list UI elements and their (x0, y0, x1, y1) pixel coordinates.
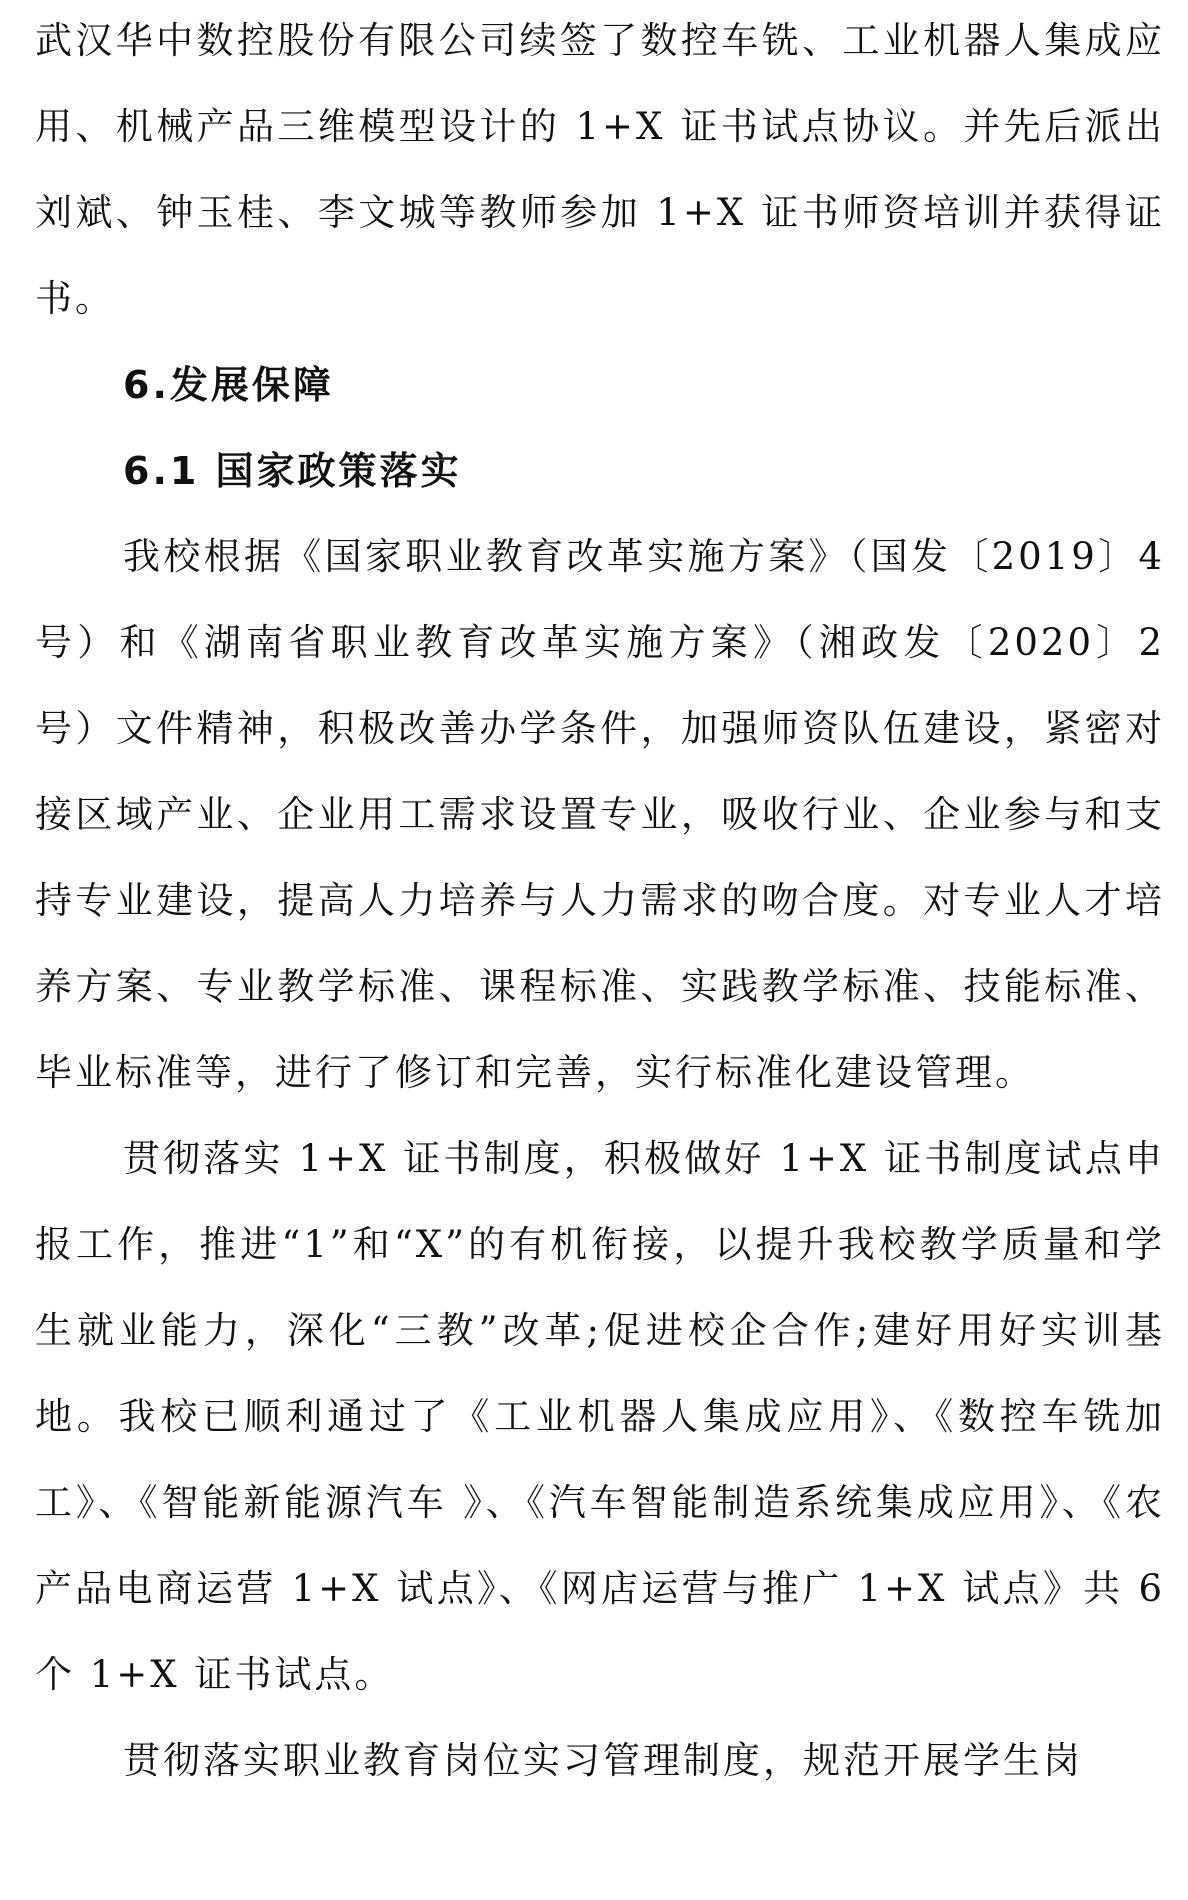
paragraph-1X-certificate-system: 贯彻落实 1+X 证书制度，积极做好 1+X 证书制度试点申报工作，推进“1”和“X”的有机衔接，以提升我校教学质量和学生就业能力，深化“三教”改革;促进校企合作;建好用好实训基地。我校已顺利通过了《工业机器人集成应用》、《数控车铣加工》、《智能新能源汽车 》、《汽车智能制造系统集成应用》、《农产品电商运营 1+X 试点》、《网店运营与推广 1+X 试点》共 6 个 1+X 证书试点。 (35, 1137, 1165, 1696)
paragraph-policy-implementation: 我校根据《国家职业教育改革实施方案》（国发〔2019〕4 号）和《湖南省职业教育改革实施方案》（湘政发〔2020〕2 号）文件精神，积极改善办学条件，加强师资队伍建设，紧密对接区域产业、企业用工需求设置专业，吸收行业、企业参与和支持专业建设，提高人力培养与人力需求的吻合度。对专业人才培养方案、专业教学标准、课程标准、实践教学标准、技能标准、毕业标准等，进行了修订和完善，实行标准化建设管理。 (35, 535, 1165, 1094)
subsection-heading-national-policy: 6.1 国家政策落实 (123, 449, 462, 493)
section-heading-development-guarantee: 6.发展保障 (123, 363, 334, 407)
document-page (35, 0, 1165, 1804)
paragraph-1X-certificate-agreement: 武汉华中数控股份有限公司续签了数控车铣、工业机器人集成应用、机械产品三维模型设计的 1+X 证书试点协议。并先后派出刘斌、钟玉桂、李文城等教师参加 1+X 证书师资培训并获得证书。 (35, 19, 1165, 320)
paragraph-internship-management: 贯彻落实职业教育岗位实习管理制度，规范开展学生岗 (123, 1739, 1083, 1782)
